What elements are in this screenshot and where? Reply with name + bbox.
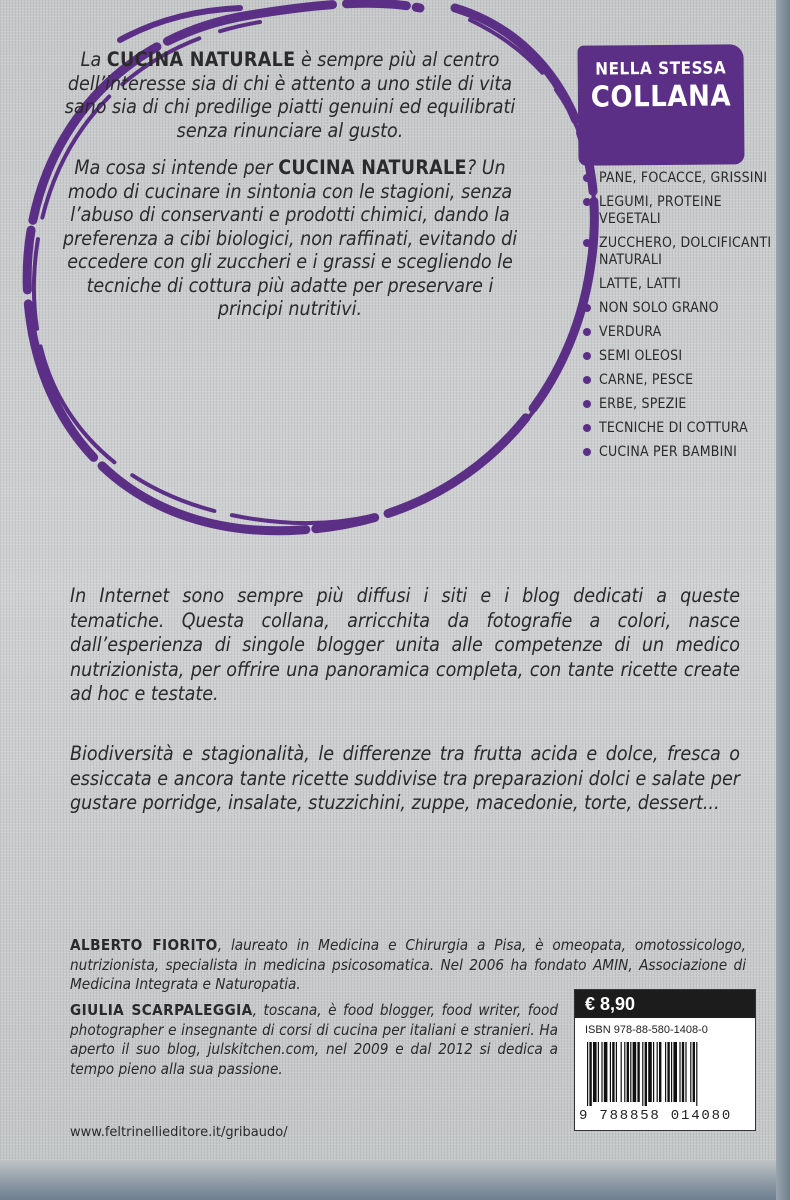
series-badge-line1: NELLA STESSA	[595, 58, 727, 80]
series-list	[582, 170, 772, 468]
book-spine-edge	[776, 0, 790, 1200]
series-badge	[577, 44, 744, 165]
intro-p2-bold: CUCINA NATURALE	[278, 156, 467, 179]
description-paragraph-1: In Internet sono sempre più diffusi i siti e i blog dedicati a queste tematiche. Questa collana, arricchita da fotografie a colori, nasce dall’esperienza di singole blogger unita alle competenze di un medico nutrizionista, per offrire una panoramica completa, con tante ricette create ad hoc e testate.	[70, 584, 740, 705]
series-item: VERDURA	[582, 324, 772, 341]
author-bio-text: , laureato in Medicina e Chirurgia a Pisa, è omeopata, omotossicologo, nutrizionista, specialista in medicina psicosomatica. Nel 2006 ha fondato AMIN, Associazione di Medicina Integrata e Naturopatia.	[70, 936, 747, 993]
price-label: € 8,90	[575, 990, 755, 1018]
intro-p1-rest: è sempre più al centro dell’interesse sia di chi è attento a uno stile di vita sano sia di chi predilige piatti genuini ed equilibrati senza rinunciare al gusto.	[64, 48, 516, 142]
ean-digits: 9 788858 014080	[579, 1108, 733, 1124]
series-item: CARNE, PESCE	[582, 372, 772, 389]
series-item: NON SOLO GRANO	[582, 300, 772, 317]
series-item: ZUCCHERO, DOLCIFICANTI NATURALI	[582, 235, 772, 269]
author-bio-2	[70, 1001, 558, 1079]
series-item: LEGUMI, PROTEINE VEGETALI	[582, 194, 772, 228]
description-paragraph-2: Biodiversità e stagionalità, le differenze tra frutta acida e dolce, fresca o essiccata e ancora tante ricette suddivise tra preparazioni dolci e salate per gustare porridge, insalate, stuzzichini, zuppe, macedonie, torte, dessert...	[70, 742, 740, 814]
series-item: CUCINA PER BAMBINI	[582, 444, 772, 461]
publisher-url: www.feltrinellieditore.it/gribaudo/	[70, 1125, 288, 1140]
intro-text	[60, 48, 520, 321]
author-bio-text: , toscana, è food blogger, food writer, food photographer e insegnante di corsi di cucina per italiani e stranieri. Ha aperto il suo blog, julskitchen.com, nel 2009 e dal 2012 si dedica a tempo pieno alla sua passione.	[70, 1001, 558, 1078]
series-badge-line2: COLLANA	[590, 78, 732, 114]
intro-p2-rest: ? Un modo di cucinare in sintonia con le stagioni, senza l’abuso di conservanti e prodotti chimici, dando la preferenza a cibi biologici, non raffinati, evitando di eccedere con gli zuccheri e i grassi e scegliendo le tecniche di cottura più adatte per preservare i principi nutritivi.	[62, 156, 518, 320]
frayed-fabric-edge	[0, 1160, 790, 1200]
intro-p1-bold: CUCINA NATURALE	[106, 48, 296, 71]
intro-p2-prefix: Ma cosa si intende per	[74, 156, 279, 179]
series-item: TECNICHE DI COTTURA	[582, 420, 772, 437]
author-bio-1	[70, 936, 746, 995]
series-item: PANE, FOCACCE, GRISSINI	[582, 170, 772, 187]
intro-p1-prefix: La	[80, 48, 107, 71]
series-item: LATTE, LATTI	[582, 276, 772, 293]
series-item: ERBE, SPEZIE	[582, 396, 772, 413]
price-barcode-box	[574, 989, 756, 1131]
author-name: GIULIA SCARPALEGGIA	[70, 1001, 253, 1019]
series-item: SEMI OLEOSI	[582, 348, 772, 365]
author-name: ALBERTO FIORITO	[70, 936, 218, 954]
barcode-graphic	[587, 1042, 743, 1106]
isbn-label: ISBN 978-88-580-1408-0	[585, 1024, 708, 1036]
